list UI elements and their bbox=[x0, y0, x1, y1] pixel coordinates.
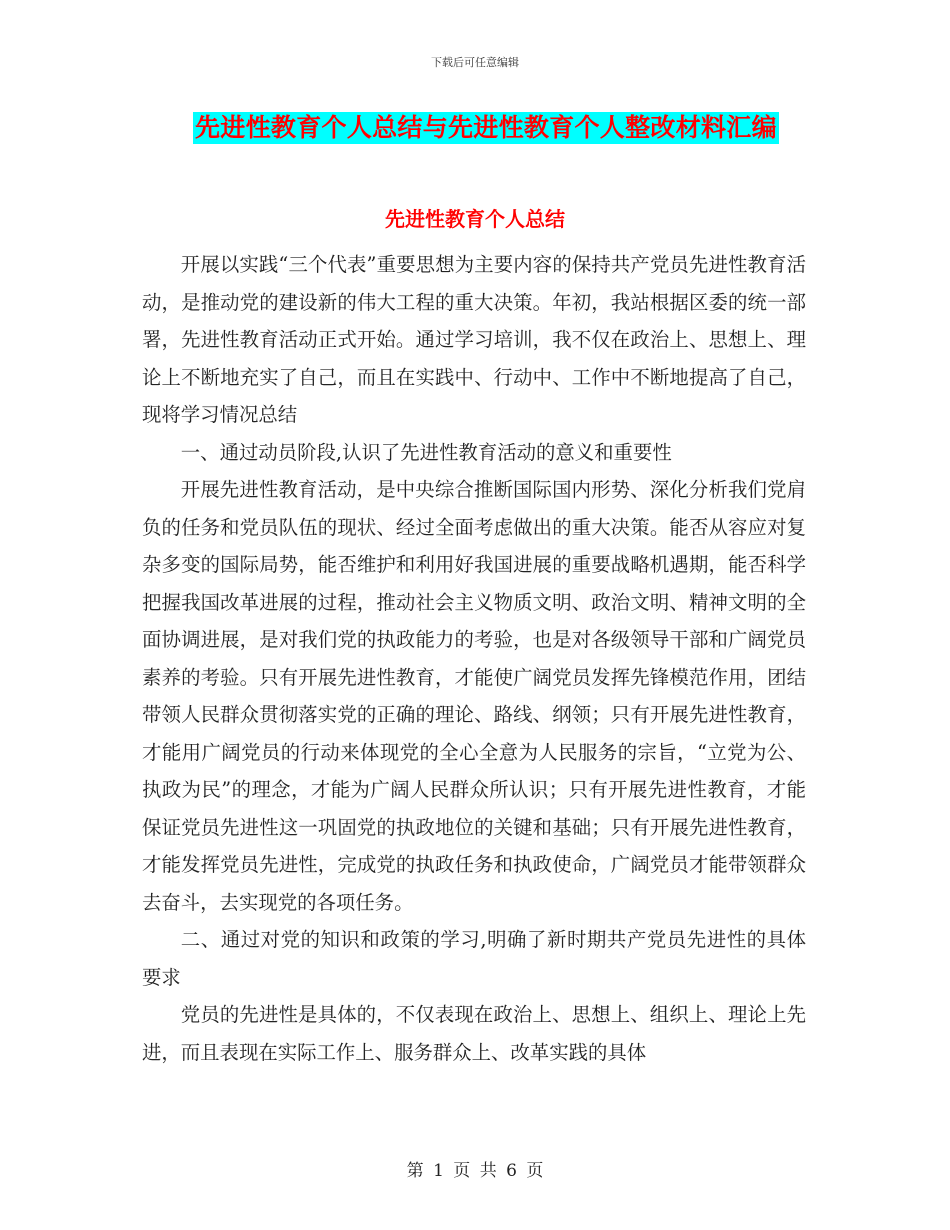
paragraph: 开展以实践“三个代表”重要思想为主要内容的保持共产党员先进性教育活动，是推动党的建设新的伟大工程的重大决策。年初，我站根据区委的统一部署，先进性教育活动正式开始。通过学习培训，我不仅在政治上、思想上、理论上不断地充实了自己，而且在实践中、行动中、工作中不断地提高了自己，现将学习情况总结 bbox=[142, 253, 806, 426]
paragraph: 开展先进性教育活动，是中央综合推断国际国内形势、深化分析我们党肩负的任务和党员队伍的现状、经过全面考虑做出的重大决策。能否从容应对复杂多变的国际局势，能否维护和利用好我国进展的重要战略机遇期，能否科学把握我国改革进展的过程，推动社会主义物质文明、政治文明、精神文明的全面协调进展，是对我们党的执政能力的考验，也是对各级领导干部和广阔党员素养的考验。只有开展先进性教育，才能使广阔党员发挥先锋模范作用，团结带领人民群众贯彻落实党的正确的理论、路线、纲领；只有开展先进性教育，才能用广阔党员的行动来体现党的全心全意为人民服务的宗旨，“立党为公、执政为民”的理念，才能为广阔人民群众所认识；只有开展先进性教育，才能保证党员先进性这一巩固党的执政地位的关键和基础；只有开展先进性教育，才能发挥党员先进性，完成党的执政任务和执政使命，广阔党员才能带领群众去奋斗，去实现党的各项任务。 bbox=[142, 478, 806, 914]
body-text bbox=[142, 246, 806, 1071]
section-title: 先进性教育个人总结 bbox=[385, 207, 565, 231]
paragraph: 党员的先进性是具体的，不仅表现在政治上、思想上、组织上、理论上先进，而且表现在实际工作上、服务群众上、改革实践的具体 bbox=[142, 1003, 806, 1064]
paragraph-heading: 一、通过动员阶段,认识了先进性教育活动的意义和重要性 bbox=[180, 440, 672, 464]
page-footer: 第 1 页 共 6 页 bbox=[406, 1161, 544, 1181]
document-title: 先进性教育个人总结与先进性教育个人整改材料汇编 bbox=[195, 113, 777, 142]
paragraph-heading: 二、通过对党的知识和政策的学习,明确了新时期共产党员先进性的具体要求 bbox=[142, 928, 806, 989]
header-note: 下载后可任意编辑 bbox=[431, 56, 519, 69]
